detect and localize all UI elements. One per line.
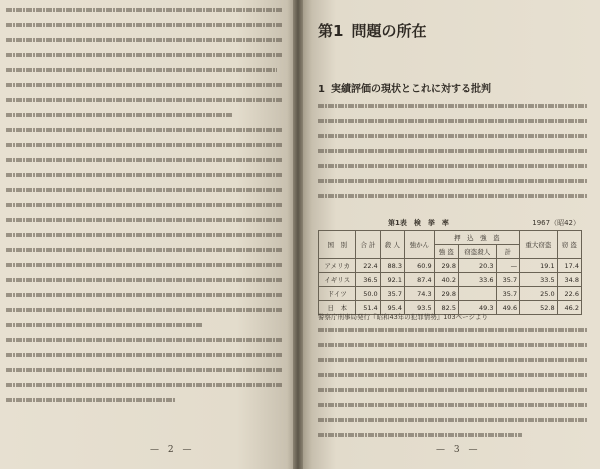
table-cell: 19.1 xyxy=(520,259,558,273)
left-page-number: — 2 — xyxy=(150,445,195,455)
table-cell: 35.7 xyxy=(496,287,520,301)
header-burglary-murder: 窃盗殺人 xyxy=(458,245,496,259)
table-cell: 20.3 xyxy=(458,259,496,273)
table-source-note: 警察庁刑事局発行『昭和43年の犯罪情勢』103ページより xyxy=(318,313,489,321)
chapter-heading xyxy=(318,20,426,41)
table-cell: 92.1 xyxy=(380,273,404,287)
table-cell: 17.4 xyxy=(557,259,581,273)
table-cell: 33.6 xyxy=(458,273,496,287)
table-cell: 49.6 xyxy=(496,301,520,315)
table-cell: — xyxy=(496,259,520,273)
table-cell: 29.8 xyxy=(434,259,458,273)
row-country: ドイツ xyxy=(319,287,356,301)
section-number: 1 xyxy=(318,84,325,95)
table-row xyxy=(319,259,582,273)
right-page-body-text-bottom xyxy=(318,328,590,448)
table-cell: 74.3 xyxy=(405,287,435,301)
right-page-number: — 3 — xyxy=(436,445,481,455)
table-cell: 40.2 xyxy=(434,273,458,287)
table-cell: 35.7 xyxy=(380,287,404,301)
table-row xyxy=(319,273,582,287)
table-cell: 22.4 xyxy=(356,259,380,273)
table-year: 1967（昭42） xyxy=(532,219,580,227)
table-cell: 35.7 xyxy=(496,273,520,287)
table-cell: 60.9 xyxy=(405,259,435,273)
table-cell: 51.4 xyxy=(356,301,380,315)
table-cell: 33.5 xyxy=(520,273,558,287)
table-cell: 29.8 xyxy=(434,287,458,301)
table-cell: 88.3 xyxy=(380,259,404,273)
table-cell: 50.0 xyxy=(356,287,380,301)
table-cell: 49.3 xyxy=(458,301,496,315)
table-cell: 22.6 xyxy=(557,287,581,301)
left-page xyxy=(0,0,296,469)
table-cell: 46.2 xyxy=(557,301,581,315)
table-row xyxy=(319,287,582,301)
table-cell: 95.4 xyxy=(380,301,404,315)
header-rape: 強かん xyxy=(405,231,435,259)
chapter-number: 第1 xyxy=(318,22,344,40)
table-cell: 52.8 xyxy=(520,301,558,315)
header-murder: 殺 人 xyxy=(380,231,404,259)
table-title: 第1表 検 挙 率 xyxy=(388,219,449,227)
header-major-theft: 重大窃盗 xyxy=(520,231,558,259)
table-cell: 82.5 xyxy=(434,301,458,315)
table-cell xyxy=(458,287,496,301)
table-cell: 87.4 xyxy=(405,273,435,287)
section-title: 実績評価の現状とこれに対する批判 xyxy=(330,84,491,95)
section-heading xyxy=(318,80,491,95)
table-cell: 25.0 xyxy=(520,287,558,301)
book-gutter xyxy=(293,0,303,469)
header-total: 合 計 xyxy=(356,231,380,259)
table-cell: 34.8 xyxy=(557,273,581,287)
header-subtotal: 計 xyxy=(496,245,520,259)
right-page-body-text-top xyxy=(318,104,590,209)
clearance-rate-table xyxy=(318,230,582,315)
header-theft: 窃 盗 xyxy=(557,231,581,259)
row-country: イギリス xyxy=(319,273,356,287)
table-cell: 36.5 xyxy=(356,273,380,287)
header-country: 国 別 xyxy=(319,231,356,259)
row-country: 日 本 xyxy=(319,301,356,315)
header-burglary-group: 押 込 強 盗 xyxy=(434,231,519,245)
header-robbery: 強 盗 xyxy=(434,245,458,259)
table-cell: 93.5 xyxy=(405,301,435,315)
left-page-body-text xyxy=(6,8,288,413)
row-country: アメリカ xyxy=(319,259,356,273)
chapter-title: 問題の所在 xyxy=(351,22,427,40)
